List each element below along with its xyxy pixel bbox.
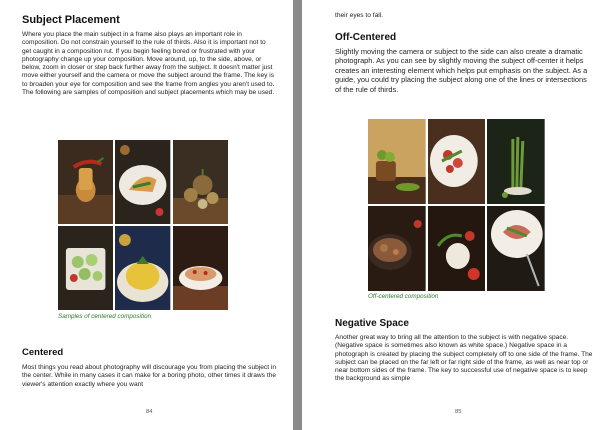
off-centered-paragraph: Slightly moving the camera or subject to the side can also create a dramatic photograph. As you can see by slightly moving the subject off-center it helps creates an interesting element which helps put emphasis on the subject. As a guide, you could try placing the subject along one of the lines or intersections of the rule of thirds. (335, 47, 588, 94)
left-page-number: 84 (146, 409, 153, 415)
book-gutter (293, 0, 302, 430)
photo-prosciutto-plate (487, 206, 545, 291)
right-page-number: 85 (455, 409, 462, 415)
left-page (0, 0, 293, 430)
centered-paragraph: Most things you read about photography will discourage you from placing the subject in the center. While in many cases it can make for a boring photo, other times it draws the viewer's attention exactly where you want (22, 364, 277, 388)
photo-figs (173, 140, 228, 224)
off-centered-heading: Off-Centered (335, 32, 397, 43)
off-centered-figure-caption: Off-centered composition (368, 293, 439, 300)
photo-cucumber-salad (58, 226, 113, 310)
off-centered-composition-photo-grid (368, 119, 545, 291)
photo-stew-pot (368, 206, 426, 291)
negative-space-paragraph: Another great way to bring all the attention to the subject is with negative space. (Negative space is sometimes also known as white space.) Negative space in a photograph is created by placing the subject completely off to one side of the frame. The subject can be placed on the far left or far right side of the frame, as well as near top or near bottom sides of the frame. The key to successful use of negative space is to keep the background as simple (335, 334, 593, 383)
subject-placement-heading: Subject Placement (22, 14, 120, 26)
photo-sandwich-plate (115, 140, 170, 224)
right-page (302, 0, 600, 430)
centered-heading: Centered (22, 347, 64, 358)
photo-garlic-tomatoes (428, 206, 486, 291)
photo-crab-dip-bowl (173, 226, 228, 310)
photo-green-olives-cup (368, 119, 426, 204)
photo-yellow-rice (115, 226, 170, 310)
centered-composition-photo-grid (58, 140, 228, 310)
centered-figure-caption: Samples of centered composition (58, 313, 152, 320)
negative-space-heading: Negative Space (335, 318, 409, 329)
subject-placement-paragraph: Where you place the main subject in a frame also plays an important role in composition. Do not constrain yourself to the rule of thirds. Also it is important not to get caught in a composition rut. If you begin feeling bored or frustrated with your photography change up your composition. Move around, up, to the side, above, or below, zoom in closer or step back further away from the subject. It doesn't matter just move either yourself and the camera or move the subject around the frame. The key is to broaden your eye for composition and see the frame from angles you aren't used to. The following are samples of composition and subject placements which may be used. (22, 31, 275, 97)
photo-tomato-salad (428, 119, 486, 204)
photo-asparagus (487, 119, 545, 204)
continued-text: their eyes to fall. (335, 12, 384, 19)
photo-chili-cup (58, 140, 113, 224)
